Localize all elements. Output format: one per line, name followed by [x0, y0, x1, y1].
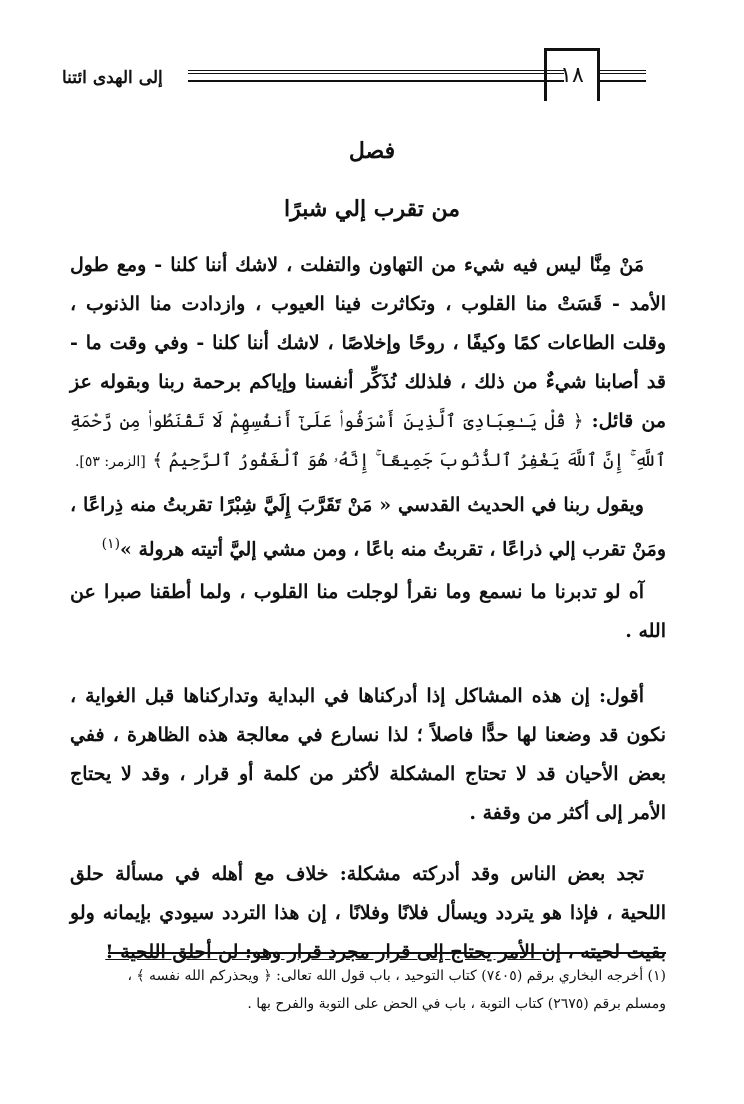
footnote-line: (١) أخرجه البخاري برقم (٧٤٠٥) كتاب التوحيد ، باب قول الله تعالى: ﴿ ويحذركم الله نفسه ﴾ ،: [127, 968, 666, 984]
page-header: [40, 40, 712, 100]
running-title: إلى الهدى ائتنا: [62, 68, 163, 88]
paragraph: [70, 246, 666, 482]
section-subtitle: من تقرب إلي شبرًا: [283, 196, 461, 222]
paragraph: [70, 677, 666, 833]
underlined-text: إن الأمر يحتاج إلى قرار مجرد قرار وهو: لن أحلق اللحية !: [105, 941, 562, 964]
paragraph-text: آه لو تدبرنا ما نسمع وما نقرأ لوجلت منا القلوب ، ولما أطقنا صبرا عن الله .: [70, 581, 666, 643]
header-rule: [188, 70, 564, 74]
section-title: فصل: [348, 138, 396, 164]
header-rule: [600, 70, 646, 74]
quran-verse: ﴿ قُلْ يَـٰعِبَادِىَ ٱلَّذِينَ أَسْرَفُوا۟ عَلَىٰٓ أَنفُسِهِمْ لَا تَقْنَطُوا۟ مِن رَّحْمَةِ ٱللَّهِ ۚ إِنَّ ٱللَّهَ يَغْفِرُ ٱلذُّنُوبَ جَمِيعًا ۚ إِنَّهُۥ هُوَ ٱلْغَفُورُ ٱلرَّحِيمُ ﴾: [70, 411, 666, 471]
header-rule: [188, 80, 564, 82]
paragraph-text: تجد بعض الناس وقد أدركته مشكلة: خلاف مع أهله في مسألة حلق اللحية ، فإذا هو يتردد ويسأل فلانًا وفلانًا ، إن هذا التردد سيودي بإيمانه ولو بقيت لحيته ،: [70, 863, 666, 964]
header-rule: [600, 80, 646, 82]
paragraph: [70, 573, 666, 651]
page-number: ١٨: [544, 48, 600, 101]
footnote-marker: (١): [101, 536, 121, 552]
footnote-line: ومسلم برقم (٢٦٧٥) كتاب التوبة ، باب في الحض على التوبة والفرح بها .: [247, 996, 666, 1012]
paragraph-text: مَنْ مِنَّا ليس فيه شيء من التهاون والتفلت ، لاشك أننا كلنا - ومع طول الأمد - قَسَتْ منا القلوب ، وتكاثرت فينا العيوب ، وازدادت منا الذنوب ، وقلت الطاعات كمًا وكيفًا ، روحًا وإخلاصًا ، لاشك أننا كلنا - وفي وقت ما - قد أصابنا شيءٌ من ذلك ، فلذلك نُذَكِّر أنفسنا وإياكم برحمة ربنا وبقوله عز من قائل:: [70, 254, 666, 432]
paragraph: [70, 486, 666, 569]
paragraph-text: ويقول ربنا في الحديث القدسي « مَنْ تَقَرَّبَ إِلَيَّ شِبْرًا تقربتُ منه ذِراعًا ، ومَنْ تقرب إلي ذراعًا ، تقربتُ منه باعًا ، ومن مشي إليَّ أتيته هرولة »: [70, 494, 666, 561]
paragraph: [70, 855, 666, 972]
body-text: [70, 246, 666, 972]
paragraph-text: أقول: إن هذه المشاكل إذا أدركناها في البداية وتداركناها قبل الغواية ، نكون قد وضعنا لها حدًّا فاصلاً ؛ لذا نسارع في معالجة هذه الظاهرة ، ففي بعض الأحيان قد لا تحتاج المشكلة لأكثر من كلمة أو قرار ، وقد لا يحتاج الأمر إلى أكثر من وقفة .: [70, 685, 666, 825]
verse-reference: [الزمر: ٥٣].: [74, 454, 146, 470]
footnotes: [78, 962, 666, 1018]
footnote-separator: [108, 952, 666, 954]
